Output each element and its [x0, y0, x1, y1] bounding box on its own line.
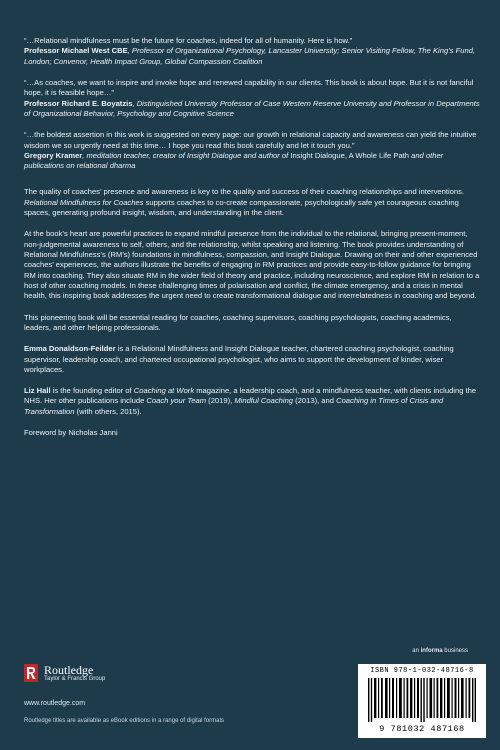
endorser-role: , Distinguished University Professor of Case Western Reserve University and Professor in Departments of Organizational Behavior, Psychology and Cognitive Science [24, 98, 480, 118]
endorsement-boyatzis [24, 78, 480, 119]
back-cover-text [24, 36, 480, 449]
endorser-name: Professor Richard E. Boyatzis [24, 98, 133, 108]
description-intro [24, 187, 480, 218]
publisher-name: Routledge [44, 663, 94, 677]
author-name: Emma Donaldson-Feilder [24, 344, 116, 354]
quote-attribution [24, 46, 480, 67]
title: Coach your Team [146, 396, 207, 406]
foreword: Foreword by Nicholas Janni [24, 428, 118, 438]
author-bio-liz [24, 386, 480, 417]
text: business [442, 648, 468, 654]
publisher-sub: Taylor & Francis Group [44, 676, 106, 682]
book-title: Insight Dialogue, A Whole Life Path [290, 150, 409, 160]
foreword-line [24, 428, 480, 438]
quote-text: “…Relational mindfulness must be the future for coaches, indeed for all of humanity. Here is how.” [24, 36, 353, 45]
book-title: Relational Mindfulness for Coaches [24, 197, 144, 207]
quote-text: “…the boldest assertion in this work is suggested on every page: our growth in relational capacity and awareness can yield the intuitive wisdom we so urgently need at this time… I hope you read this book carefully and let it touch you.” [24, 130, 477, 150]
text: supports coaches to co-create compassionate, psychologically safe yet courageous coaching spaces, generating profound insight, wisdom, and understanding in the client. [24, 197, 459, 218]
text: magazine, a leadership coach, and a mindfulness teacher, with clients including the NHS. Her other publications include [24, 386, 477, 406]
title: Coaching at Work [133, 386, 195, 396]
barcode-bars-icon [368, 678, 476, 722]
routledge-logo [24, 664, 105, 682]
publisher-url: www.routledge.com [24, 700, 86, 707]
endorser-role: , meditation teacher, creator of Insight Dialogue and author of [82, 150, 291, 160]
title: Mindful Coaching [234, 396, 294, 406]
text: (2019), [206, 396, 235, 406]
routledge-r-icon [24, 664, 38, 682]
endorsement-kramer [24, 130, 480, 171]
quote-attribution [24, 99, 480, 120]
endorser-name: Gregory Kramer [24, 150, 83, 160]
ean-number: 9 781032 487168 [379, 724, 465, 734]
text: The quality of coaches’ presence and awareness is key to the quality and success of their coaching relationships and interventions. [24, 187, 464, 197]
text: (2013), and [293, 396, 337, 406]
informa-tagline [412, 648, 468, 654]
text: (with others, 2015). [74, 406, 142, 416]
text: This pioneering book will be essential reading for coaches, coaching supervisors, coaching psychologists, coaching academics, leaders, and other helping professionals. [24, 312, 452, 332]
endorsement-west [24, 36, 480, 67]
quote-attribution [24, 151, 480, 172]
text: At the book’s heart are powerful practices to expand mindful presence from the individual to the relational, bringing present-moment, non-judgemental awareness to self, others, and the relationship, whilst speaking and listening. The book provides understanding of Relational Mindfulness’s (RM’s) foundations in mindfulness, compassion, and Insight Dialogue. Drawing on their and other experienced coaches’ experiences, the authors illustrate the benefits of engaging in RM practices and provide easy-to-follow guidance for bringing RM into coaching. They also situate RM in the wider field of theory and practice, including neuroscience, and explore RM in relation to a host of other coaching models. In these challenging times of polarisation and conflict, the climate emergency, and a crisis in mental health, this inspiring book addresses the urgent need to create transformational dialogue and interrelatedness in coaching and beyond. [24, 229, 480, 301]
title: Coaching in Times of Crisis and Transformation [24, 396, 444, 416]
quote-text: “…As coaches, we want to inspire and invoke hope and renewed capability in our clients. This book is about hope. But it is not fanciful hope, it is feasible hope…” [24, 77, 474, 98]
description-audience [24, 313, 480, 334]
description-body [24, 229, 480, 301]
endorser-name: Professor Michael West CBE [24, 46, 128, 56]
text: an [412, 648, 421, 654]
endorser-role: , Professor of Organizational Psychology, Lancaster University; Senior Visiting Fellow, The King’s Fund, London; Convenor, Health Impact Group, Global Compassion Coalition [24, 46, 476, 66]
author-name: Liz Hall [24, 386, 51, 396]
informa-word: informa [420, 648, 443, 654]
endorser-role-cont: and other publications on relational dharma [24, 150, 444, 171]
barcode [358, 664, 486, 738]
text: is the founding editor of [50, 386, 134, 396]
text: is a Relational Mindfulness and Insight Dialogue teacher, chartered coaching psychologist, coaching supervisor, leadership coach, and chartered occupational psychologist, who aims to support the development of kinder, wiser workplaces. [24, 344, 454, 374]
ebook-note: Routledge titles are available as eBook editions in a range of digital formats [24, 718, 225, 724]
author-bio-emma [24, 344, 480, 375]
isbn-text: ISBN 978-1-032-48716-8 [370, 667, 474, 675]
